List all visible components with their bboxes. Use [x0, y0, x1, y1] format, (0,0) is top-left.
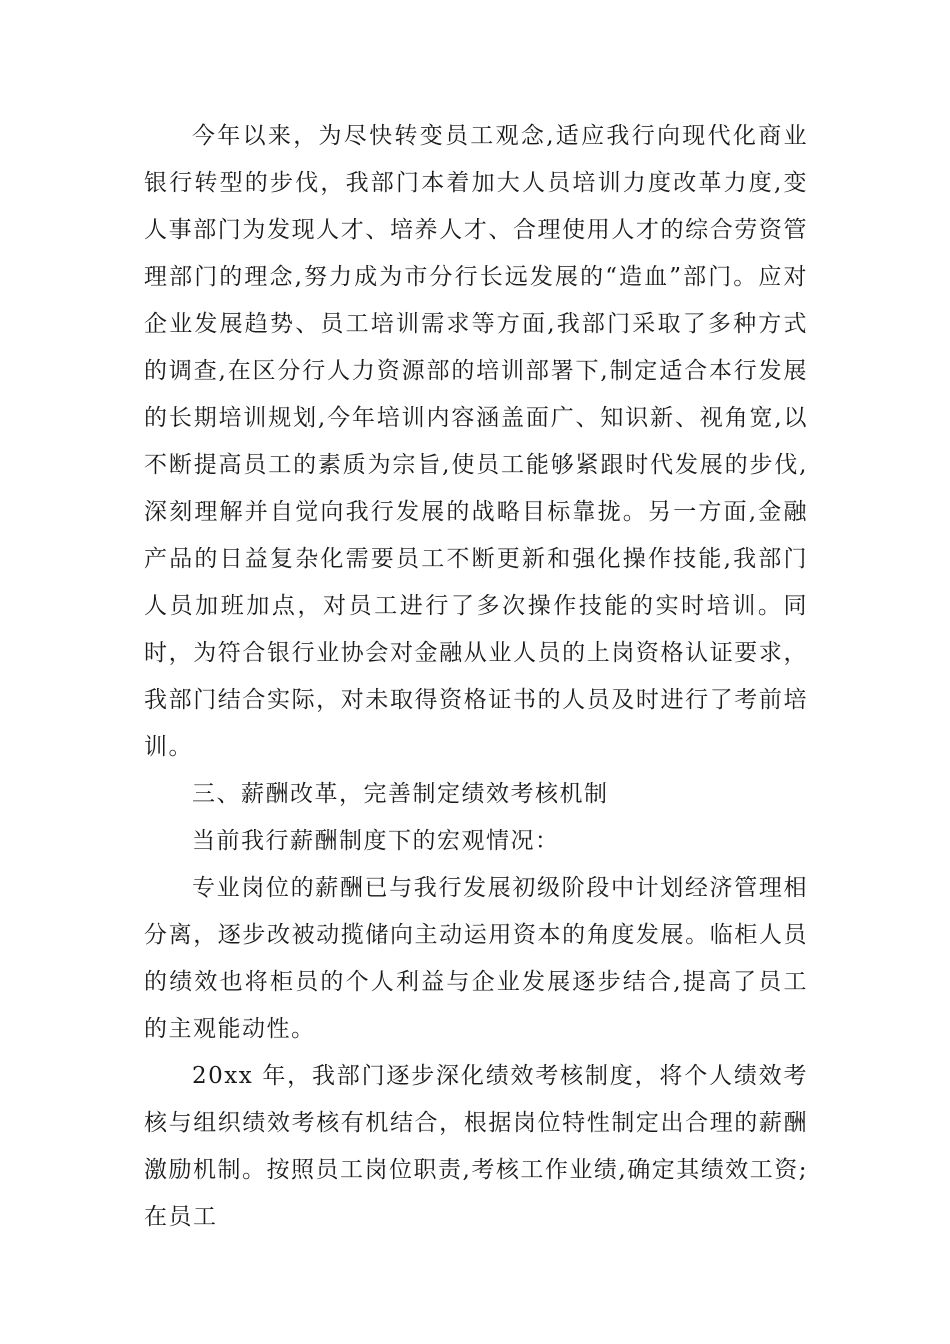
paragraph-training: 今年以来，为尽快转变员工观念,适应我行向现代化商业银行转型的步伐，我部门本着加大人员培训力度改革力度,变人事部门为发现人才、培养人才、合理使用人才的综合劳资管理部门的理念,努力成为市分行长远发展的“造血”部门。应对企业发展趋势、员工培训需求等方面,我部门采取了多种方式的调查,在区分行人力资源部的培训部署下,制定适合本行发展的长期培训规划,今年培训内容涵盖面广、知识新、视角宽,以不断提高员工的素质为宗旨,使员工能够紧跟时代发展的步伐,深刻理解并自觉向我行发展的战略目标靠拢。另一方面,金融产品的日益复杂化需要员工不断更新和强化操作技能,我部门人员加班加点，对员工进行了多次操作技能的实时培训。同时，为符合银行业协会对金融从业人员的上岗资格认证要求，我部门结合实际，对未取得资格证书的人员及时进行了考前培训。 — [144, 123, 808, 760]
section-heading-salary-reform: 三、薪酬改革，完善制定绩效考核机制 — [192, 781, 609, 807]
paragraph-performance-2020xx: 20xx 年，我部门逐步深化绩效考核制度，将个人绩效考核与组织绩效考核有机结合，根据岗位特性制定出合理的薪酬激励机制。按照员工岗位职责,考核工作业绩,确定其绩效工资;在员工 — [144, 1063, 808, 1230]
document-body — [144, 113, 808, 1241]
paragraph-professional-posts: 专业岗位的薪酬已与我行发展初级阶段中计划经济管理相分离，逐步改被动揽储向主动运用资本的角度发展。临柜人员的绩效也将柜员的个人利益与企业发展逐步结合,提高了员工的主观能动性。 — [144, 875, 808, 1042]
paragraph-macro-situation: 当前我行薪酬制度下的宏观情况： — [192, 828, 560, 854]
